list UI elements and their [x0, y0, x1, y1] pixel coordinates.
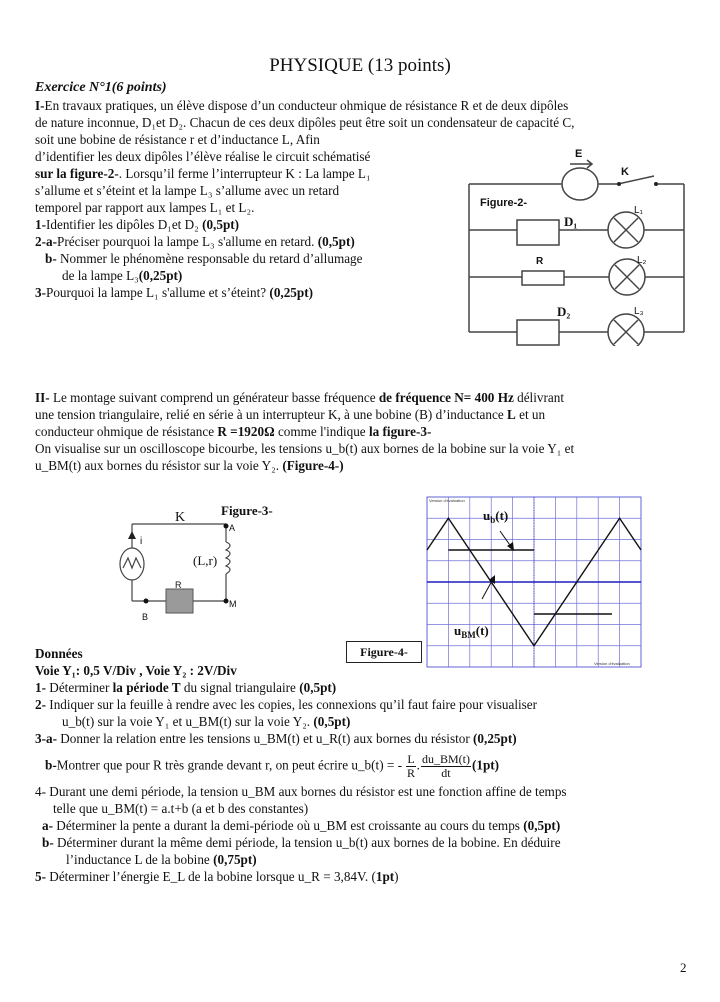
question-2a: 2-a-Préciser pourquoi la lampe L₃ s'allume en retard. (0,5pt) [35, 234, 355, 249]
question-2b-cont: de la lampe L₃(0,25pt) [62, 268, 183, 283]
dipole-d1-label: D₁ [564, 214, 578, 229]
part2-line-3: conducteur ohmique de résistance R =1920Ω comme l'indique la figure-3- [35, 424, 432, 439]
part2-line-4: On visualise sur un oscilloscope bicourbe, les tensions u_b(t) aux bornes de la bobine sur la voie Y₁ et [35, 441, 575, 456]
donnees-title: Données [35, 646, 83, 661]
question-1: 1-Identifier les dipôles D₁et D₂ (0,5pt) [35, 217, 240, 232]
fraction-l-over-r: $\frac{L}{R}$ [406, 752, 415, 780]
node-a-label: A [229, 523, 236, 533]
q2-2: 2- Indiquer sur la feuille à rendre avec les copies, les connexions qu’il faut faire pour visualiser [35, 697, 538, 712]
q2-4b-cont: l’inductance L de la bobine (0,75pt) [66, 852, 257, 867]
watermark-bottom: Version d'évaluation [594, 661, 630, 666]
lamp-l1-label: L₁ [634, 205, 643, 216]
part1-line-5: sur la figure-2-. Lorsqu’il ferme l’interrupteur K : La lampe L₁ [35, 166, 371, 181]
part2-line-5: u_BM(t) aux bornes du résistor sur la voie Y₂. (Figure-4-) [35, 458, 344, 473]
dipole-d2-label: D₂ [557, 304, 571, 319]
fraction-dubm-over-dt: $\frac{du\_BM(t)}{dt}$ [421, 752, 470, 780]
resistor-r-label: R [536, 256, 544, 267]
part1-line-3: soit une bobine de résistance r et d’inductance L, Afin [35, 132, 320, 147]
figure-4-oscillogram [426, 496, 642, 668]
page-number: 2 [680, 960, 687, 975]
q2-4b: b- Déterminer durant la même demi période, la tension u_b(t) aux bornes de la bobine. En déduire [42, 835, 561, 850]
switch-label: K [621, 166, 629, 178]
node-m-label: M [229, 599, 237, 609]
node-b-label: B [142, 612, 149, 622]
q2-4-cont: telle que u_BM(t) = a.t+b (a et b des constantes) [53, 801, 309, 816]
q2-1: 1- Déterminer la période T du signal triangulaire (0,5pt) [35, 680, 337, 695]
figure-2-circuit [456, 140, 696, 346]
lamp-l3-label: L₃ [634, 306, 644, 317]
part1-line-4: d’identifier les deux dipôles l’élève réalise le circuit schématisé [35, 149, 371, 164]
figure-4-label: Figure-4- [346, 641, 422, 663]
figure-3-label: Figure-3- [221, 503, 273, 518]
question-2b: b- Nommer le phénomène responsable du retard d’allumage [45, 251, 363, 266]
watermark-top: Version d'évaluation [429, 498, 465, 503]
generator-label: E [575, 148, 583, 160]
page-title: PHYSIQUE (13 points) [269, 55, 451, 76]
donnees-voies: Voie Y₁: 0,5 V/Div , Voie Y₂ : 2V/Div [35, 663, 237, 678]
exercise-title: Exercice N°1(6 points) [35, 80, 167, 95]
figure-3-circuit [100, 500, 350, 630]
q2-4a: a- Déterminer la pente a durant la demi-période où u_BM est croissante au cours du temps (0,5pt) [42, 818, 561, 833]
ub-label: $u_b(t)$ [483, 508, 509, 525]
part1-line-7: temporel par rapport aux lampes L₁ et L₂. [35, 200, 255, 215]
q2-3a: 3-a- Donner la relation entre les tensions u_BM(t) et u_R(t) aux bornes du résistor (0,25pt) [35, 731, 517, 746]
current-i-label: i [140, 536, 143, 547]
q2-3b: b-Montrer que pour R très grande devant r, on peut écrire u_b(t) = - $\frac{L}{R}$ . $\frac{du\_BM(t)}{dt}$ (1pt) [45, 752, 500, 780]
q2-4: 4- Durant une demi période, la tension u_BM aux bornes du résistor est une fonction affine de temps [35, 784, 567, 799]
part2-line-1: II- Le montage suivant comprend un générateur basse fréquence de fréquence N= 400 Hz délivrant [35, 390, 564, 405]
coil-label: (L,r) [193, 553, 218, 568]
switch-k-label: K [175, 510, 186, 525]
circuit-diagram-icon [456, 140, 696, 346]
part1-line-1: I-En travaux pratiques, un élève dispose d’un conducteur ohmique de résistance R et de deux dipôles [35, 98, 569, 113]
part1-line-2: de nature inconnue, D₁et D₂. Chacun de ces deux dipôles peut être soit un condensateur de capacité C, [35, 115, 575, 130]
resistor-r-label: R [175, 580, 182, 590]
lamp-l2-label: L₂ [637, 255, 647, 266]
ubm-label: $u_{BM}(t)$ [454, 623, 489, 640]
q2-5: 5- Déterminer l’énergie E_L de la bobine lorsque u_R = 3,84V. (1pt) [35, 869, 399, 884]
question-3: 3-Pourquoi la lampe L₁ s'allume et s’éteint? (0,25pt) [35, 285, 314, 300]
figure-2-label: Figure-2- [480, 197, 528, 209]
part1-line-6: s’allume et s’éteint et la lampe L₃ s’allume avec un retard [35, 183, 340, 198]
part2-line-2: une tension triangulaire, relié en série à un interrupteur K, à une bobine (B) d’inductance L et un [35, 407, 546, 422]
q2-2-cont: u_b(t) sur la voie Y₁ et u_BM(t) sur la voie Y₂. (0,5pt) [62, 714, 351, 729]
